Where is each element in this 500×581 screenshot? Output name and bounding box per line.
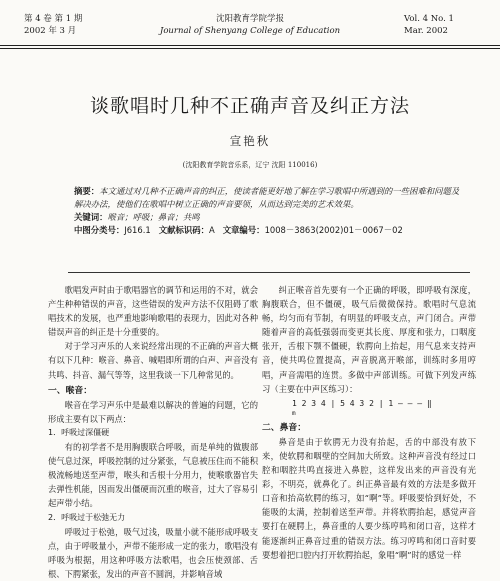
section-heading: 二、鼻音： bbox=[262, 422, 306, 433]
running-header bbox=[24, 13, 476, 43]
paragraph: 歌唱发声时由于歌唱器官的调节和运用的不对，就会产生种种错误的声音，这些错误的发声方法不仅阻碍了歌唱技术的发展，也严重地影响歌唱的表现力，因此对各种错误声音的纠正是十分重要的。 bbox=[48, 285, 258, 338]
section-heading: 一、喉音： bbox=[48, 385, 92, 396]
author-affiliation: (沈阳教育学院音乐系，辽宁 沈阳 110016) bbox=[182, 161, 318, 169]
classification-line: 中图分类号：J616.1 文献标识码：A 文章编号：1008－3863(2002)01－0067－02 bbox=[74, 225, 403, 235]
body-column-right bbox=[262, 283, 476, 562]
abstract-text: 本文通过对几种不正确声音的纠正，使读者能更好地了解在学习歌唱中所遇到的一些困难和问题及解决办法，使他们在歌唱中树立正确的声音要领，从而达到完美的艺术效果。 bbox=[74, 186, 460, 209]
header-rule-thin bbox=[0, 48, 500, 49]
header-volume-issue: 第 4 卷 第 1 期 2002 年 3 月 bbox=[24, 14, 83, 36]
abstract-block bbox=[74, 185, 460, 237]
abstract-label: 摘要： bbox=[74, 186, 100, 196]
header-journal-name: 沈阳教育学院学报 Journal of Shenyang College of Education bbox=[159, 14, 341, 36]
header-volume-english: Vol. 4 No. 1 Mar. 2002 bbox=[404, 14, 454, 36]
abstract-separator bbox=[68, 272, 470, 273]
subsection-heading: 1．呼吸过深僵硬 bbox=[48, 427, 110, 437]
paragraph: 对于学习声乐的人来说经常出现的不正确的声音大概有以下几种：喉音、鼻音、喊唱即所谓的白声、声音没有共鸣、抖音、漏气等等，这里我谈一下几种常见的。 bbox=[48, 341, 258, 380]
paragraph: 有的初学者不是用胸腹联合呼吸，而是单纯的做腹部使气息过深，呼吸控制的过分紧张，气息被压住而不能积极流畅地送至声带，喉头和舌根十分用力，使喉歌器官失去弹性机能，因而发出僵硬而沉重的喉音，过大了容易引起声带小结。 bbox=[48, 442, 258, 509]
vocal-exercise-notation bbox=[292, 399, 476, 419]
paragraph: 喉音在学习声乐中是最难以解决的普遍的问题，它的形成主要有以下两点： bbox=[48, 399, 258, 424]
score-syllables: m bbox=[292, 409, 297, 417]
article-title: 谈歌唱时几种不正确声音及纠正方法 bbox=[89, 95, 410, 117]
abstract bbox=[74, 185, 460, 211]
article-author: 宣艳秋 bbox=[229, 134, 271, 148]
score-notes: 1 2 3 4 | 5 4 3 2 | 1 – – – ‖ bbox=[292, 398, 432, 408]
body-column-left bbox=[48, 283, 258, 581]
paragraph: 纠正喉音首先要有一个正确的呼吸，即呼吸有深度，胸腹联合，但不僵硬，吸气后微微保持。歌唱时气息流畅，均匀而有节制，有明显的呼吸支点，声门闭合。声带随着声音的高低强弱而变更其长度、厚度和张力，口咽度张开，舌根下颚不僵硬，软腭向上抬起，用气息来支持声音，使共鸣位置提高，声音脱离开喉部，训练时多用哼唱，声音需唱的连贯。多做中声部训练。可做下列发声练习（主要在中声区练习）： bbox=[262, 285, 476, 394]
subsection-heading: 2．呼吸过于松弛无力 bbox=[48, 512, 126, 522]
header-rule-thick bbox=[0, 45, 500, 46]
paragraph: 呼吸过于松弛，吸气过浅，吸量小就不能形成呼吸支点，由于呼吸量小，声带不能形成一定的张力，歌唱没有呼吸为根据，用这种呼吸方法歌唱，也会压使颈部、舌根、下腭紧张，发出的声音不圆润，并影响音域 bbox=[48, 526, 258, 579]
paragraph: 鼻音是由于软腭无力没有抬起，舌的中部没有放下来，使软腭和咽壁的空间加大所致。这种声音没有经过口腔和咽腔共鸣直接进入鼻腔，这样发出来的声音没有光彩，不明亮，就鼻化了。纠正鼻音最有效的方法是多做开口音和抬高软腭的练习，如“啊”等。呼吸要恰到好处，不能吸的太满，控制着送至声带。并将软腭抬起，感觉声音要打在硬腭上，鼻音重的人要少练哼鸣和闭口音，这样才能逐渐纠正鼻音过重的错误方法。练习哼鸣和闭口音时要要想着把口腔内打开软腭抬起，象唱“啊”时的感觉一样 bbox=[262, 436, 476, 560]
keywords-text: 喉音；呼吸；鼻音；共鸣 bbox=[107, 212, 200, 222]
keywords-label: 关键词： bbox=[74, 212, 108, 222]
keywords bbox=[74, 211, 460, 224]
